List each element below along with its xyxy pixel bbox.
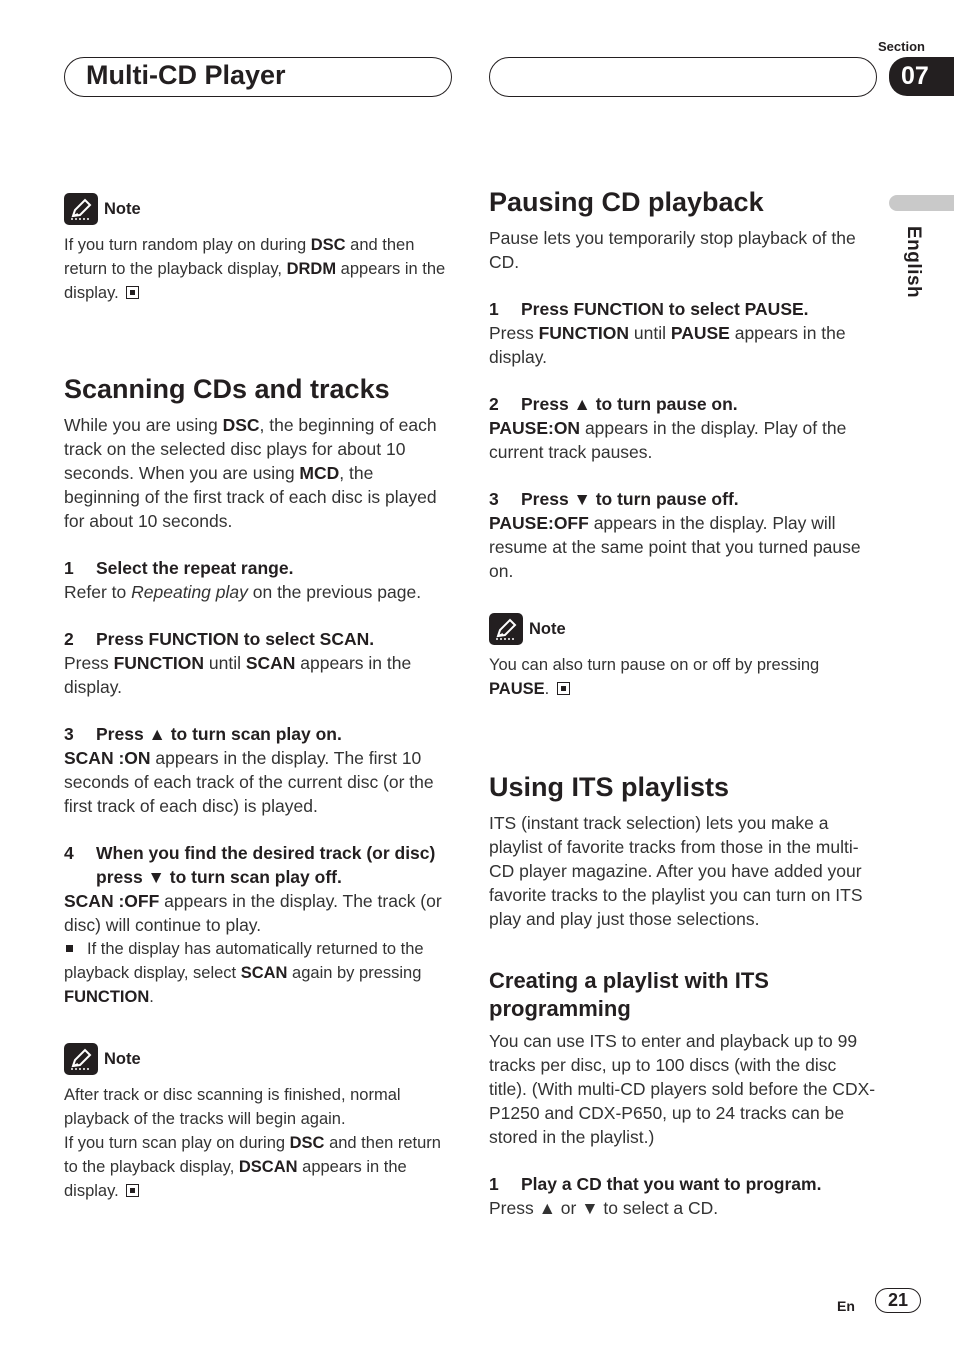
subsection-heading: Creating a playlist with ITS programming	[489, 968, 769, 1021]
section-number: 07	[889, 57, 954, 96]
bullet-item: If the display has automatically returned to the playback display, select SCAN again by pressing FUNCTION.	[64, 940, 424, 1006]
step-text: Press FUNCTION until SCAN appears in the display.	[64, 653, 412, 697]
note-label: Note	[104, 199, 141, 218]
header-blank-frame	[489, 57, 877, 97]
language-tab-label: English	[903, 226, 924, 299]
section-heading-scanning: Scanning CDs and tracks	[64, 374, 390, 404]
note-text: You can also turn pause on or off by pressing PAUSE.	[489, 656, 820, 698]
step-text: Refer to Repeating play on the previous page.	[64, 582, 422, 602]
step-text: PAUSE:OFF appears in the display. Play will resume at the same point that you turned pause on.	[489, 513, 861, 581]
note-text: If you turn scan play on during DSC and then return to the playback display, DSCAN appears in the display.	[64, 1134, 441, 1200]
side-tab	[889, 195, 954, 211]
step-text: SCAN :OFF appears in the display. The track (or disc) will continue to play.	[64, 891, 442, 935]
section-heading-pausing: Pausing CD playback	[489, 187, 764, 217]
section-label: Section	[878, 39, 925, 54]
pencil-note-icon	[64, 1043, 98, 1075]
pause-intro: Pause lets you temporarily stop playback of the CD.	[489, 228, 856, 272]
note-text: After track or disc scanning is finished, normal playback of the tracks will begin again.	[64, 1086, 401, 1128]
step-text: PAUSE:ON appears in the display. Play of the current track pauses.	[489, 418, 847, 462]
right-column	[489, 186, 879, 1220]
step-heading: 4 When you find the desired track (or disc) press ▼ to turn scan play off.	[64, 843, 436, 887]
note-box-3	[489, 613, 879, 701]
step-heading: 1 Play a CD that you want to program.	[489, 1174, 822, 1194]
note-box-1	[64, 193, 450, 305]
step-heading: 2 Press ▲ to turn pause on.	[489, 394, 738, 414]
step-text: Press FUNCTION until PAUSE appears in the display.	[489, 323, 846, 367]
end-mark-icon	[557, 682, 570, 695]
note-label: Note	[104, 1049, 141, 1068]
step-heading: 1 Select the repeat range.	[64, 558, 294, 578]
page-title: Multi-CD Player	[86, 60, 286, 90]
footer-language: En	[837, 1298, 855, 1314]
its-sub-intro: You can use ITS to enter and playback up to 99 tracks per disc, up to 100 discs (with the disc title). (With multi-CD players sold before the CDX-P1250 and CDX-P650, up to 24 tracks can be stored in the playlist.)	[489, 1031, 876, 1147]
left-column	[64, 193, 450, 1203]
note-text: If you turn random play on during DSC and then return to the playback display, DRDM appears in the display.	[64, 236, 446, 302]
step-heading: 2 Press FUNCTION to select SCAN.	[64, 629, 375, 649]
pencil-note-icon	[64, 193, 98, 225]
page-number: 21	[875, 1288, 921, 1313]
step-heading: 1 Press FUNCTION to select PAUSE.	[489, 299, 809, 319]
note-label: Note	[529, 619, 566, 638]
end-mark-icon	[126, 286, 139, 299]
step-text: Press ▲ or ▼ to select a CD.	[489, 1198, 719, 1218]
step-text: SCAN :ON appears in the display. The first 10 seconds of each track of the current disc (or the first track of each disc) is played.	[64, 748, 434, 816]
section-heading-its: Using ITS playlists	[489, 772, 730, 802]
scan-intro: While you are using DSC, the beginning of each track on the selected disc plays for about 10 seconds. When you are using MCD, the beginning of the first track of each disc is played for about 10 seconds.	[64, 415, 437, 531]
end-mark-icon	[126, 1184, 139, 1197]
its-intro: ITS (instant track selection) lets you make a playlist of favorite tracks from those in the multi-CD player magazine. After you have added your favorite tracks to the playlist you can turn on ITS play and play just those selections.	[489, 813, 863, 929]
step-heading: 3 Press ▼ to turn pause off.	[489, 489, 739, 509]
bullet-square-icon	[66, 945, 73, 952]
pencil-note-icon	[489, 613, 523, 645]
step-heading: 3 Press ▲ to turn scan play on.	[64, 724, 342, 744]
note-box-2	[64, 1043, 450, 1203]
